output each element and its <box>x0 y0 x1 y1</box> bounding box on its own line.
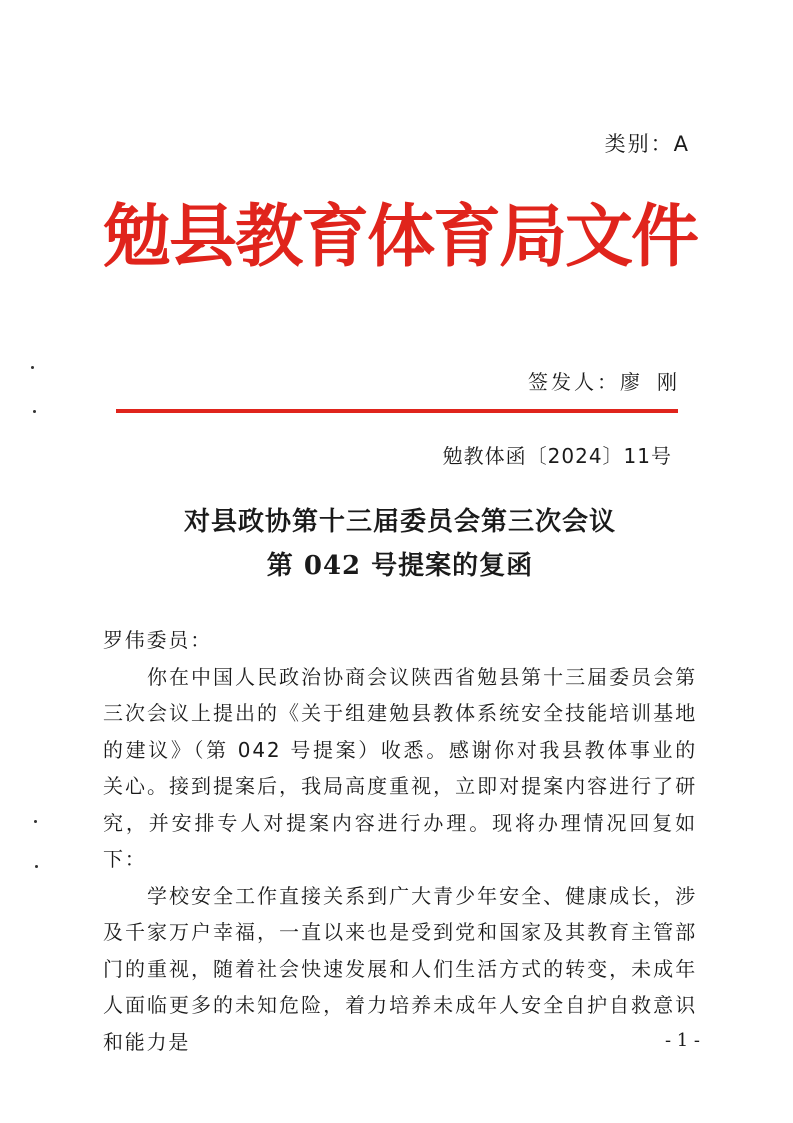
signer-label: 签发人：廖 <box>528 370 643 394</box>
scan-speck <box>31 366 34 369</box>
document-title-line-2: 第 042 号提案的复函 <box>266 551 534 581</box>
letter-body <box>103 622 697 1060</box>
issuing-authority-masthead: 勉县教育体育局文件 <box>102 198 697 277</box>
signer-name-tail: 刚 <box>657 370 680 394</box>
document-title <box>100 500 700 588</box>
body-paragraph-1: 你在中国人民政治协商会议陕西省勉县第十三届委员会第三次会议上提出的《关于组建勉县教体系统安全技能培训基地的建议》（第 042 号提案）收悉。感谢你对我县教体事业的关心。接到提案后，我局高度重视，立即对提案内容进行了研究，并安排专人对提案内容进行办理。现将办理情况回复如下： <box>103 664 697 871</box>
document-category: 类别：A <box>604 132 690 156</box>
body-paragraph-2: 学校安全工作直接关系到广大青少年安全、健康成长，涉及千家万户幸福，一直以来也是受到党和国家及其教育主管部门的重视，随着社会快速发展和人们生活方式的转变，未成年人面临更多的未知危险，着力培养未成年人安全自护自救意识和能力是 <box>103 883 697 1054</box>
scan-speck <box>34 820 37 823</box>
salutation: 罗伟委员： <box>103 628 212 652</box>
page-number: - 1 - <box>664 1030 700 1051</box>
document-number: 勉教体函〔2024〕11号 <box>442 444 672 468</box>
scan-speck <box>35 865 38 868</box>
signer-line <box>420 366 680 395</box>
scan-speck <box>33 410 36 413</box>
red-separator-line <box>116 409 678 413</box>
document-title-line-1: 对县政协第十三届委员会第三次会议 <box>183 507 616 537</box>
